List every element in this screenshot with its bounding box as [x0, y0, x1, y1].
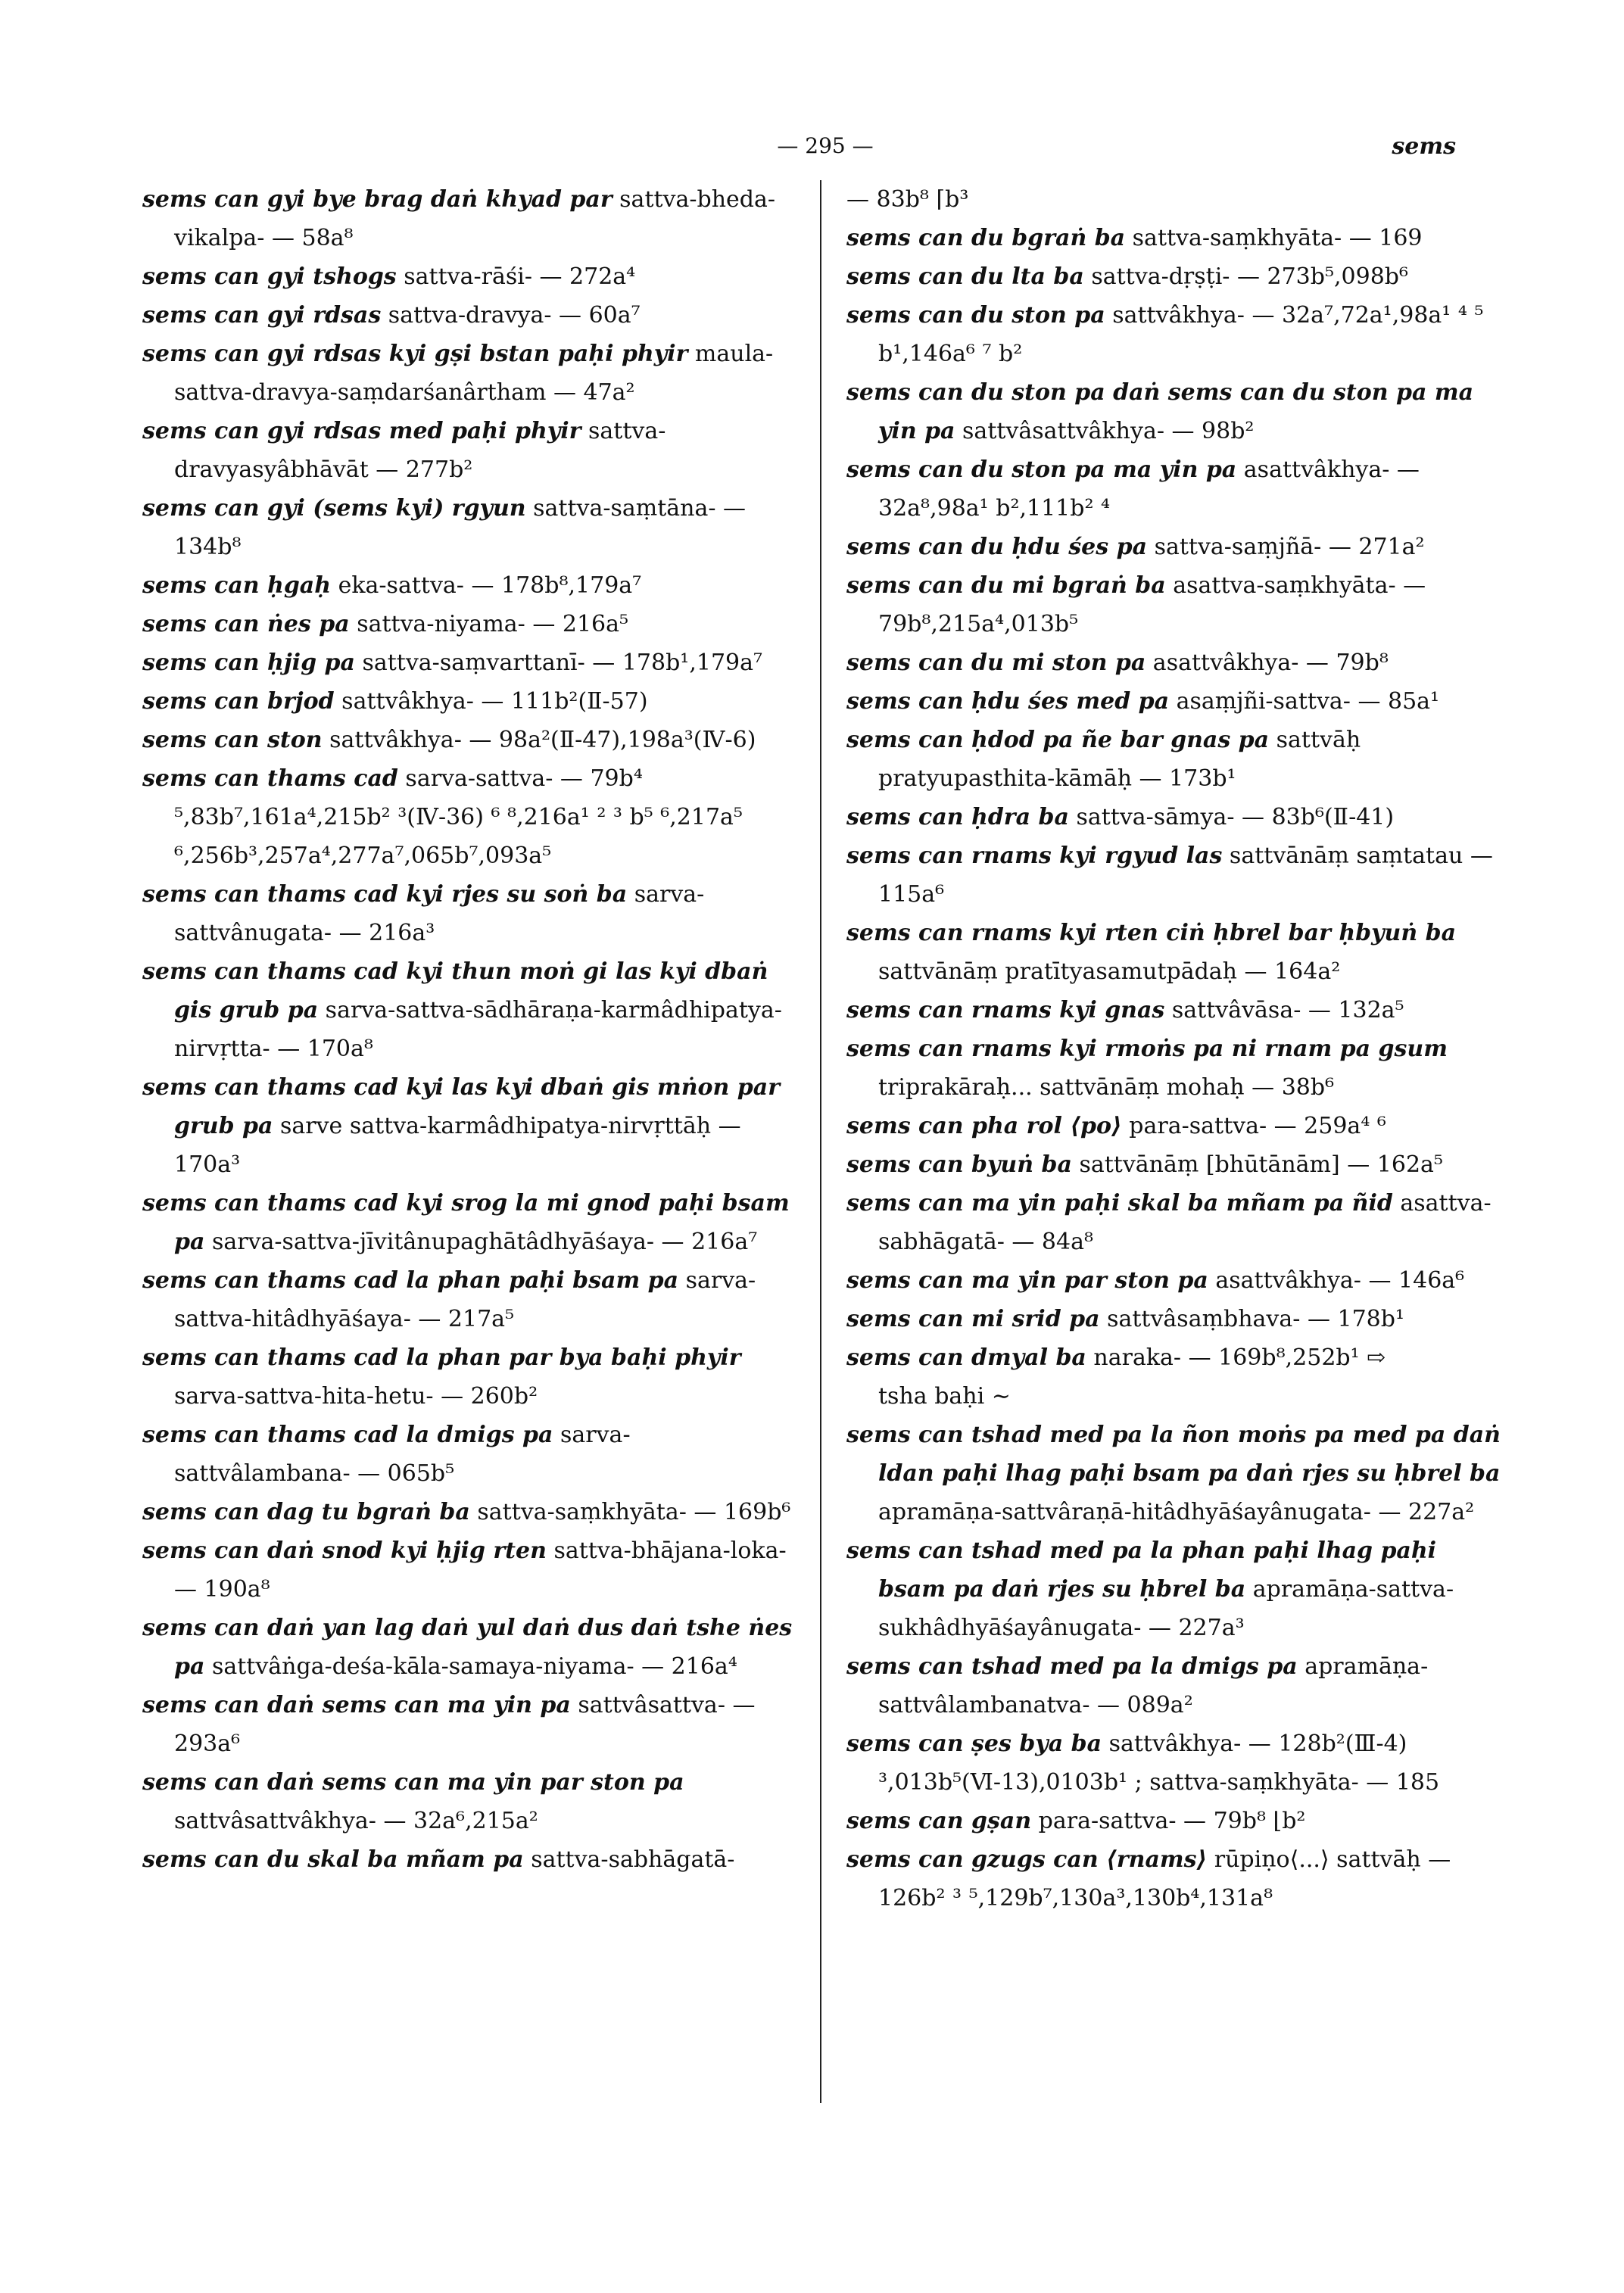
sanskrit-reference: sattvâsaṃbhava- — 178b¹ — [1099, 1306, 1404, 1332]
sanskrit-reference: sattvâsattvâkhya- — 32a⁶,215a² — [174, 1808, 538, 1834]
dictionary-entry — [846, 1531, 1505, 1647]
dictionary-entry — [142, 1416, 801, 1493]
sanskrit-reference: sattva-saṃtāna- — 134b⁸ — [174, 495, 747, 560]
tibetan-term: sems can rnams kyi gnas — [846, 997, 1165, 1023]
tibetan-term: sems can ḥjig pa — [142, 650, 355, 676]
tibetan-term: sems can dag tu bgraṅ ba — [142, 1499, 470, 1525]
dictionary-entry — [142, 1531, 801, 1609]
dictionary-entry — [846, 1261, 1505, 1300]
dictionary-entry — [142, 952, 801, 1068]
sanskrit-reference: para-sattva- — 259a⁴ ⁶ — [1121, 1113, 1386, 1139]
dictionary-entry — [142, 1493, 801, 1531]
sanskrit-reference: sattvâṅga-deśa-kāla-samaya-niyama- — 216a⁴ — [204, 1653, 737, 1680]
tibetan-term: sems can tshad med pa la phan paḥi lhag paḥi bsam pa daṅ rjes su ḥbrel ba — [846, 1537, 1437, 1603]
tibetan-term: sems can pha rol ⟨po⟩ — [846, 1113, 1122, 1139]
sanskrit-reference: asattvâkhya- — 32a⁸,98a¹ b²,111b² ⁴ — [878, 456, 1420, 522]
dictionary-entry — [846, 1338, 1505, 1416]
sanskrit-reference: sarva-sattva-jīvitânupaghātâdhyāśaya- — 216a⁷ — [204, 1229, 758, 1255]
sanskrit-reference: sattva-saṃvarttanī- — 178b¹,179a⁷ — [354, 650, 763, 676]
dictionary-entry — [142, 1184, 801, 1261]
dictionary-entry — [846, 296, 1505, 373]
dictionary-entry — [846, 1802, 1505, 1840]
sanskrit-reference: sattvānāṃ [bhūtānām] — 162a⁵ — [1071, 1151, 1443, 1178]
dictionary-entry — [142, 1338, 801, 1416]
tibetan-term: sems can du mi ston pa — [846, 650, 1146, 676]
sanskrit-reference: sattva-niyama- — 216a⁵ — [349, 611, 629, 637]
sanskrit-reference: sattvānāṃ saṃtatau — 115a⁶ — [878, 843, 1493, 908]
sanskrit-reference: sarva-sattvâlambana- — 065b⁵ — [174, 1422, 631, 1487]
left-column — [142, 180, 801, 1879]
sanskrit-reference: sattva-rāśi- — 272a⁴ — [396, 263, 636, 290]
dictionary-entry — [846, 682, 1505, 721]
dictionary-entry — [846, 219, 1505, 257]
sanskrit-reference: sattvâkhya- — 111b²(Ⅱ-57) — [334, 688, 648, 715]
dictionary-entry — [846, 1416, 1505, 1531]
tibetan-term: sems can thams cad la phan par bya baḥi phyir — [142, 1344, 741, 1371]
dictionary-entry — [846, 257, 1505, 296]
tibetan-term: sems can ṣes bya ba — [846, 1731, 1102, 1757]
sanskrit-reference: sattva-saṃkhyāta- — 169 — [1125, 225, 1423, 251]
tibetan-term: sems can thams cad la dmigs pa — [142, 1422, 553, 1448]
sanskrit-reference: sattvâvāsa- — 132a⁵ — [1164, 997, 1404, 1023]
sanskrit-reference: sattva-saṃkhyāta- — 169b⁶ — [469, 1499, 791, 1525]
dictionary-entry — [142, 1763, 801, 1840]
sanskrit-reference: sattva-sāmya- — 83b⁶(Ⅱ-41) — [1068, 804, 1395, 830]
tibetan-term: sems can ma yin par ston pa — [846, 1267, 1208, 1294]
dictionary-entry — [142, 1068, 801, 1184]
dictionary-entry — [846, 528, 1505, 566]
page-header — [0, 127, 1624, 173]
tibetan-term: sems can tshad med pa la ñon moṅs pa med pa daṅ ldan paḥi lhag paḥi bsam pa daṅ rjes su ḥbrel ba — [846, 1422, 1501, 1487]
dictionary-entry — [142, 721, 801, 759]
dictionary-entry — [846, 837, 1505, 914]
sanskrit-reference: sattva-saṃjñā- — 271a² — [1147, 534, 1425, 560]
dictionary-entry — [142, 296, 801, 335]
column-divider — [820, 180, 821, 2103]
sanskrit-reference: apramāṇa-sattvâlambanatva- — 089a² — [878, 1653, 1429, 1718]
dictionary-entry — [142, 759, 801, 875]
dictionary-entry — [142, 1686, 801, 1763]
tibetan-term: sems can daṅ yan lag daṅ yul daṅ dus daṅ tshe ṅes pa — [142, 1615, 793, 1680]
sanskrit-reference: sattvāḥ pratyupasthita-kāmāḥ — 173b¹ — [878, 727, 1361, 792]
dictionary-entry — [846, 1647, 1505, 1724]
sanskrit-reference: para-sattva- — 79b⁸ ⌊b² — [1031, 1808, 1306, 1834]
tibetan-term: sems can thams cad kyi thun moṅ gi las kyi dbaṅ gis grub pa — [142, 958, 768, 1023]
sanskrit-reference: asattvâkhya- — 146a⁶ — [1208, 1267, 1465, 1294]
dictionary-entry — [846, 373, 1505, 450]
dictionary-entry — [142, 682, 801, 721]
dictionary-entry — [142, 643, 801, 682]
sanskrit-reference: eka-sattva- — 178b⁸,179a⁷ — [331, 572, 642, 599]
dictionary-entry — [142, 875, 801, 952]
tibetan-term: sems can gzugs can ⟨rnams⟩ — [846, 1846, 1208, 1873]
tibetan-term: sems can ḥgaḥ — [142, 572, 332, 599]
dictionary-entry — [846, 643, 1505, 682]
tibetan-term: sems can du mi bgraṅ ba — [846, 572, 1166, 599]
tibetan-term: sems can rnams kyi rmoṅs pa ni rnam pa gsum — [846, 1036, 1448, 1062]
sanskrit-reference: sarva-sattva-sādhāraṇa-karmâdhipatya-nirvṛtta- — 170a⁸ — [174, 997, 782, 1062]
tibetan-term: sems can gyi rdsas kyi gṣi bstan paḥi phyir — [142, 341, 688, 367]
sanskrit-reference: naraka- — 169b⁸,252b¹ ⇨ tsha baḥi ∼ — [878, 1344, 1386, 1410]
dictionary-entry — [142, 180, 801, 257]
tibetan-term: sems can gyi bye brag daṅ khyad par — [142, 186, 613, 213]
tibetan-term: sems can daṅ sems can ma yin pa — [142, 1692, 571, 1718]
tibetan-term: sems can byuṅ ba — [846, 1151, 1072, 1178]
sanskrit-reference: sarva-sattva-hitâdhyāśaya- — 217a⁵ — [174, 1267, 756, 1332]
dictionary-entry — [846, 180, 1505, 219]
sanskrit-reference: sattvâkhya- — 128b²(Ⅲ-4) ³,013b⁵(Ⅵ-13),0103b¹ ; sattva-saṃkhyāta- — 185 — [878, 1731, 1440, 1796]
tibetan-term: sems can ḥdra ba — [846, 804, 1069, 830]
tibetan-term: sems can tshad med pa la dmigs pa — [846, 1653, 1298, 1680]
tibetan-term: sems can gyi rdsas — [142, 302, 382, 329]
tibetan-term: sems can du ḥdu śes pa — [846, 534, 1148, 560]
tibetan-term: sems can du ston pa — [846, 302, 1105, 329]
sanskrit-reference: asattva-sabhāgatā- — 84a⁸ — [878, 1190, 1492, 1255]
sanskrit-reference: — 83b⁸ ⌈b³ — [846, 186, 969, 213]
sanskrit-reference: sattvâsattva- — 293a⁶ — [174, 1692, 756, 1757]
sanskrit-reference: asattvâkhya- — 79b⁸ — [1146, 650, 1389, 676]
tibetan-term: sems can du ston pa ma yin pa — [846, 456, 1237, 483]
sanskrit-reference: sarva-sattvânugata- — 216a³ — [174, 881, 705, 946]
sanskrit-reference: sattvâkhya- — 98a²(Ⅱ-47),198a³(Ⅳ-6) — [322, 727, 756, 753]
sanskrit-reference: sattvâkhya- — 32a⁷,72a¹,98a¹ ⁴ ⁵ b¹,146a⁶ ⁷ b² — [878, 302, 1484, 367]
dictionary-entry — [846, 914, 1505, 991]
dictionary-entry — [846, 991, 1505, 1030]
tibetan-term: sems can rnams kyi rten ciṅ ḥbrel bar ḥbyuṅ ba — [846, 920, 1457, 946]
running-headword: sems — [1392, 133, 1456, 160]
sanskrit-reference: sattvâsattvâkhya- — 98b² — [955, 418, 1255, 444]
dictionary-entry — [142, 566, 801, 605]
sanskrit-reference: asaṃjñi-sattva- — 85a¹ — [1169, 688, 1440, 715]
dictionary-entry — [846, 1724, 1505, 1802]
sanskrit-reference: sarve sattva-karmâdhipatya-nirvṛttāḥ — 170a³ — [174, 1113, 741, 1178]
tibetan-term: sems can brjod — [142, 688, 335, 715]
dictionary-entry — [846, 566, 1505, 643]
tibetan-term: sems can thams cad kyi rjes su soṅ ba — [142, 881, 628, 908]
dictionary-entry — [142, 489, 801, 566]
page-number: — 295 — — [777, 133, 874, 158]
sanskrit-reference: maula-sattva-dravya-saṃdarśanârtham — 47a² — [174, 341, 774, 406]
dictionary-entry — [142, 412, 801, 489]
tibetan-term: sems can gyi rdsas med paḥi phyir — [142, 418, 581, 444]
tibetan-term: sems can thams cad la phan paḥi bsam pa — [142, 1267, 679, 1294]
tibetan-term: sems can gṣan — [846, 1808, 1032, 1834]
dictionary-entry — [846, 1107, 1505, 1145]
sanskrit-reference: sattva-dravyasyâbhāvāt — 277b² — [174, 418, 666, 483]
dictionary-entry — [142, 1609, 801, 1686]
tibetan-term: sems can dmyal ba — [846, 1344, 1086, 1371]
dictionary-entry — [846, 1840, 1505, 1918]
dictionary-entry — [142, 335, 801, 412]
dictionary-entry — [846, 1145, 1505, 1184]
sanskrit-reference: apramāṇa-sattva-sukhâdhyāśayânugata- — 227a³ — [878, 1576, 1454, 1641]
tibetan-term: sems can thams cad kyi las kyi dbaṅ gis mṅon par grub pa — [142, 1074, 781, 1139]
tibetan-term: sems can ṅes pa — [142, 611, 350, 637]
tibetan-term: sems can mi srid pa — [846, 1306, 1100, 1332]
sanskrit-reference: sattva-bhājana-loka- — 190a⁸ — [174, 1537, 787, 1603]
tibetan-term: sems can gyi (sems kyi) rgyun — [142, 495, 526, 522]
tibetan-term: sems can du skal ba mñam pa — [142, 1846, 524, 1873]
dictionary-entry — [846, 721, 1505, 798]
sanskrit-reference: asattva-saṃkhyāta- — 79b⁸,215a⁴,013b⁵ — [878, 572, 1426, 637]
dictionary-entry — [142, 605, 801, 643]
sanskrit-reference: sattva-dṛṣṭi- — 273b⁵,098b⁶ — [1083, 263, 1409, 290]
sanskrit-reference: sarva-sattva- — 79b⁴ ⁵,83b⁷,161a⁴,215b² ³(Ⅳ-36) ⁶ ⁸,216a¹ ² ³ b⁵ ⁶,217a⁵ ⁶,256b³,257a⁴,277a⁷,065b⁷,093a⁵ — [174, 765, 743, 869]
tibetan-term: sems can daṅ snod kyi ḥjig rten — [142, 1537, 547, 1564]
dictionary-entry — [846, 1184, 1505, 1261]
dictionary-entry — [142, 1840, 801, 1879]
tibetan-term: sems can thams cad — [142, 765, 398, 792]
tibetan-term: sems can thams cad kyi srog la mi gnod paḥi bsam pa — [142, 1190, 790, 1255]
tibetan-term: sems can ma yin paḥi skal ba mñam pa ñid — [846, 1190, 1393, 1217]
sanskrit-reference: sattva-sabhāgatā- — [523, 1846, 735, 1873]
tibetan-term: sems can daṅ sems can ma yin par ston pa — [142, 1769, 684, 1796]
sanskrit-reference: apramāṇa-sattvâraṇā-hitâdhyāśayânugata- — 227a² — [878, 1499, 1475, 1525]
dictionary-entry — [142, 1261, 801, 1338]
tibetan-term: sems can ḥdu śes med pa — [846, 688, 1170, 715]
sanskrit-reference: sarva-sattva-hita-hetu- — 260b² — [174, 1383, 538, 1410]
tibetan-term: sems can ḥdod pa ñe bar gnas pa — [846, 727, 1270, 753]
tibetan-term: sems can rnams kyi rgyud las — [846, 843, 1223, 869]
dictionary-entry — [142, 257, 801, 296]
tibetan-term: sems can du bgraṅ ba — [846, 225, 1126, 251]
dictionary-entry — [846, 450, 1505, 528]
sanskrit-reference: sattva-dravya- — 60a⁷ — [381, 302, 641, 329]
sanskrit-reference: sattvānāṃ pratītyasamutpādaḥ — 164a² — [878, 958, 1341, 985]
dictionary-entry — [846, 798, 1505, 837]
dictionary-entry — [846, 1030, 1505, 1107]
tibetan-term: sems can du lta ba — [846, 263, 1084, 290]
sanskrit-reference: sattva-bheda-vikalpa- — 58a⁸ — [174, 186, 776, 251]
tibetan-term: sems can ston — [142, 727, 323, 753]
right-column — [846, 180, 1505, 1918]
sanskrit-reference: rūpiṇo⟨...⟩ sattvāḥ — 126b² ³ ⁵,129b⁷,130a³,130b⁴,131a⁸ — [878, 1846, 1451, 1911]
dictionary-entry — [846, 1300, 1505, 1338]
sanskrit-reference: triprakāraḥ... sattvānāṃ mohaḥ — 38b⁶ — [878, 1074, 1335, 1101]
tibetan-term: sems can gyi tshogs — [142, 263, 397, 290]
tibetan-term: sems can du ston pa daṅ sems can du ston pa ma yin pa — [846, 379, 1474, 444]
